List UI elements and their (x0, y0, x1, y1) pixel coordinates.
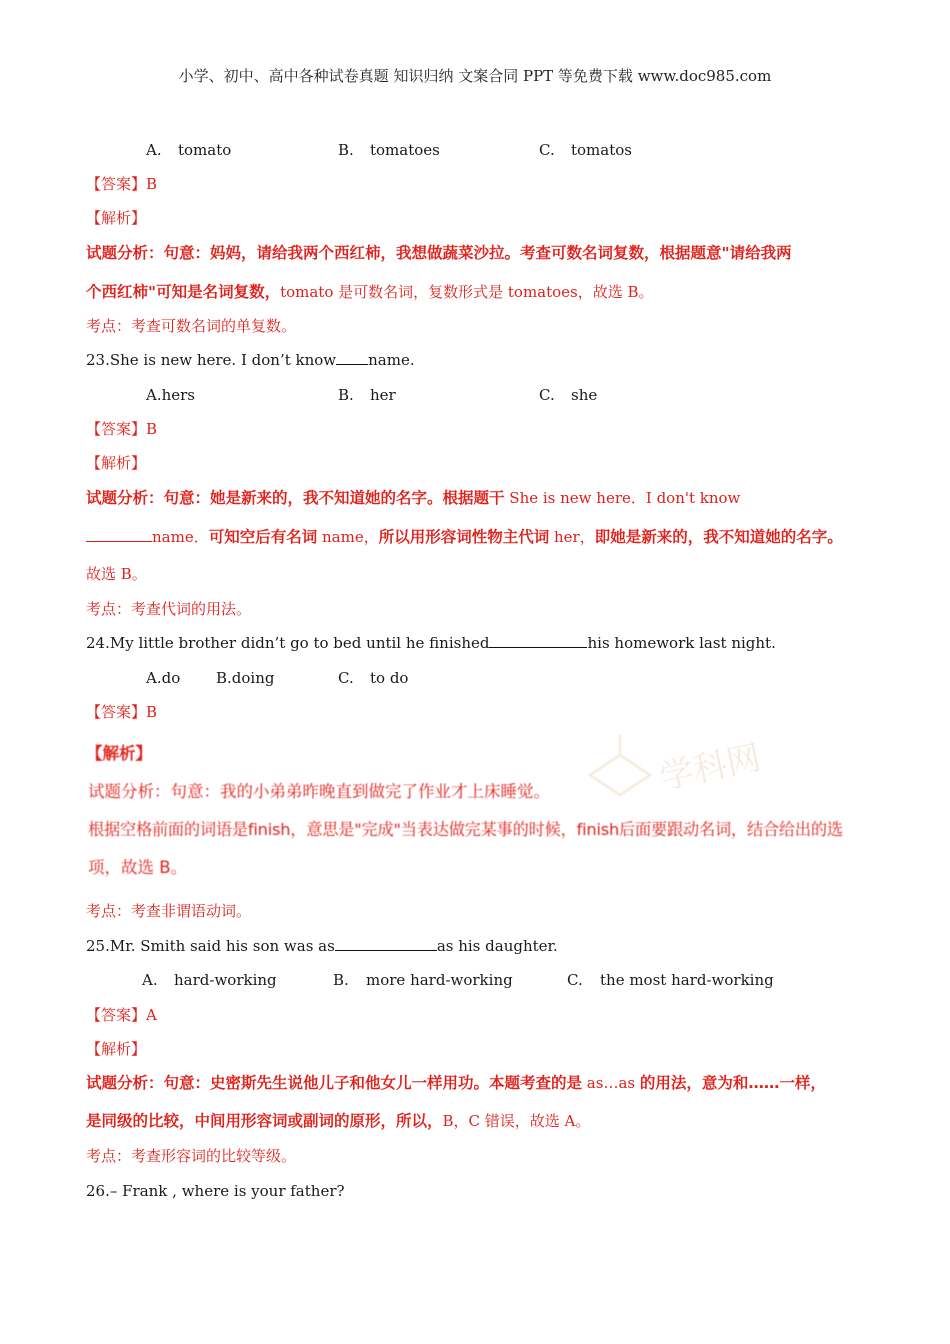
q23-analysis-en: She is new here．I don't know (504, 489, 741, 507)
watermark-logo (560, 715, 820, 825)
q23-option-b-letter: B. (338, 386, 354, 404)
q23-analysis-line3: 故选 B。 (86, 565, 147, 583)
q23-analysis-line1 (86, 488, 740, 508)
q24-kaodian: 考点：考查非谓语动词。 (86, 902, 252, 920)
q23-option-a: A.hers (146, 386, 196, 404)
q22-analysis-line1 (86, 243, 792, 263)
q23-analysis-en-name: name． (152, 528, 209, 546)
q22-option-b-letter: B. (338, 141, 354, 159)
q25-option-b-letter: B. (333, 971, 349, 989)
q24-option-c-text: to do (370, 669, 409, 687)
q25-blank (335, 936, 437, 951)
q22-option-a-letter: A. (146, 141, 162, 159)
q23-analysis-text4: 即她是新来的，我不知道她的名字。 (594, 528, 843, 546)
q24-option-c-letter: C. (338, 669, 354, 687)
q24-option-b: B.doing (216, 669, 275, 687)
q23-option-c-text: she (571, 386, 598, 404)
q25-stem (86, 936, 558, 956)
q25-option-b-text: more hard-working (366, 971, 513, 989)
q25-option-c-text: the most hard-working (600, 971, 774, 989)
q23-analysis-blank (86, 527, 152, 542)
q25-analysis-en: as…as (582, 1074, 640, 1092)
q23-analysis-text: 她是新来的，我不知道她的名字。根据题干 (210, 489, 505, 507)
q23-stem (86, 350, 415, 370)
q22-answer: 【答案】B (86, 175, 158, 193)
q24-blank (489, 633, 587, 648)
q23-kaodian: 考点：考查代词的用法。 (86, 600, 252, 618)
q25-answer: 【答案】A (86, 1006, 157, 1024)
q25-analysis-text2: 的用法，意为和……一样， (639, 1074, 826, 1092)
q24-analysis-line3: 项，故选 B。 (88, 858, 188, 877)
q25-stem-before: 25.Mr. Smith said his son was as (86, 937, 335, 955)
q25-stem-after: as his daughter. (436, 937, 558, 955)
page-header: 小学、初中、高中各种试卷真题 知识归纳 文案合同 PPT 等免费下载 www.doc985.com (178, 67, 772, 85)
q22-analysis-line2 (86, 282, 654, 302)
q25-option-c-letter: C. (567, 971, 583, 989)
q25-analysis-label: 【解析】 (86, 1040, 147, 1058)
q22-option-a-text: tomato (178, 141, 232, 159)
q24-analysis-line2: 根据空格前面的词语是finish，意思是"完成"当表达做完某事的时候，finish后面要跟动名词，结合给出的选 (88, 820, 843, 839)
q25-analysis-text: 史密斯先生说他儿子和他女儿一样用功。本题考查的是 (210, 1074, 583, 1092)
q22-analysis-label: 【解析】 (86, 209, 147, 227)
q23-blank (336, 350, 368, 365)
q23-stem-after: name. (368, 351, 415, 369)
q22-analysis-line2-a: 个西红柿"可知是名词复数， (86, 283, 281, 301)
q25-analysis-line2 (86, 1111, 590, 1131)
q22-option-c-text: tomatos (571, 141, 632, 159)
q25-option-a-letter: A. (142, 971, 158, 989)
watermark-text: 学科网 (656, 737, 765, 799)
q24-answer: 【答案】B (86, 703, 158, 721)
q23-option-c-letter: C. (539, 386, 555, 404)
q23-analysis-prefix: 试题分析：句意： (86, 489, 211, 507)
q25-kaodian: 考点：考查形容词的比较等级。 (86, 1147, 297, 1165)
q23-analysis-label: 【解析】 (86, 454, 147, 472)
q25-analysis-prefix: 试题分析：句意： (86, 1074, 211, 1092)
q23-analysis-text3: 所以用形容词性物主代词 (378, 528, 550, 546)
q25-analysis-line2-b: B，C 错误，故选 A。 (442, 1112, 591, 1130)
q24-stem-after: his homework last night. (587, 634, 776, 652)
q24-analysis-line1: 试题分析：句意：我的小弟弟昨晚直到做完了作业才上床睡觉。 (88, 782, 550, 801)
q23-stem-before: 23.She is new here. I don’t know (86, 351, 337, 369)
q24-stem-before: 24.My little brother didn’t go to bed until he finished (86, 634, 490, 652)
q23-analysis-en3: her， (549, 528, 595, 546)
q24-analysis-label-text: 【解析】 (86, 744, 152, 763)
q24-stem (86, 633, 776, 653)
q26-stem: 26.– Frank , where is your father? (86, 1182, 345, 1200)
q25-option-a-text: hard-working (174, 971, 277, 989)
q24-option-a: A.do (146, 669, 181, 687)
q22-option-b-text: tomatoes (370, 141, 440, 159)
q23-option-b-text: her (370, 386, 396, 404)
q25-analysis-line2-a: 是同级的比较，中间用形容词或副词的原形，所以， (86, 1112, 443, 1130)
q22-kaodian: 考点：考查可数名词的单复数。 (86, 317, 297, 335)
q22-option-c-letter: C. (539, 141, 555, 159)
q23-analysis-text2: 可知空后有名词 (208, 528, 318, 546)
q23-answer: 【答案】B (86, 420, 158, 438)
q22-analysis-line2-b: tomato 是可数名词，复数形式是 tomatoes，故选 B。 (280, 283, 654, 301)
q23-analysis-line2 (86, 527, 843, 547)
q25-analysis-line1 (86, 1073, 826, 1093)
q22-analysis-text: 妈妈，请给我两个西红柿，我想做蔬菜沙拉。考查可数名词复数，根据题意"请给我两 (210, 244, 792, 262)
q22-analysis-prefix: 试题分析：句意： (86, 244, 211, 262)
q23-analysis-en2: name， (317, 528, 379, 546)
q24-analysis-label (86, 744, 152, 764)
